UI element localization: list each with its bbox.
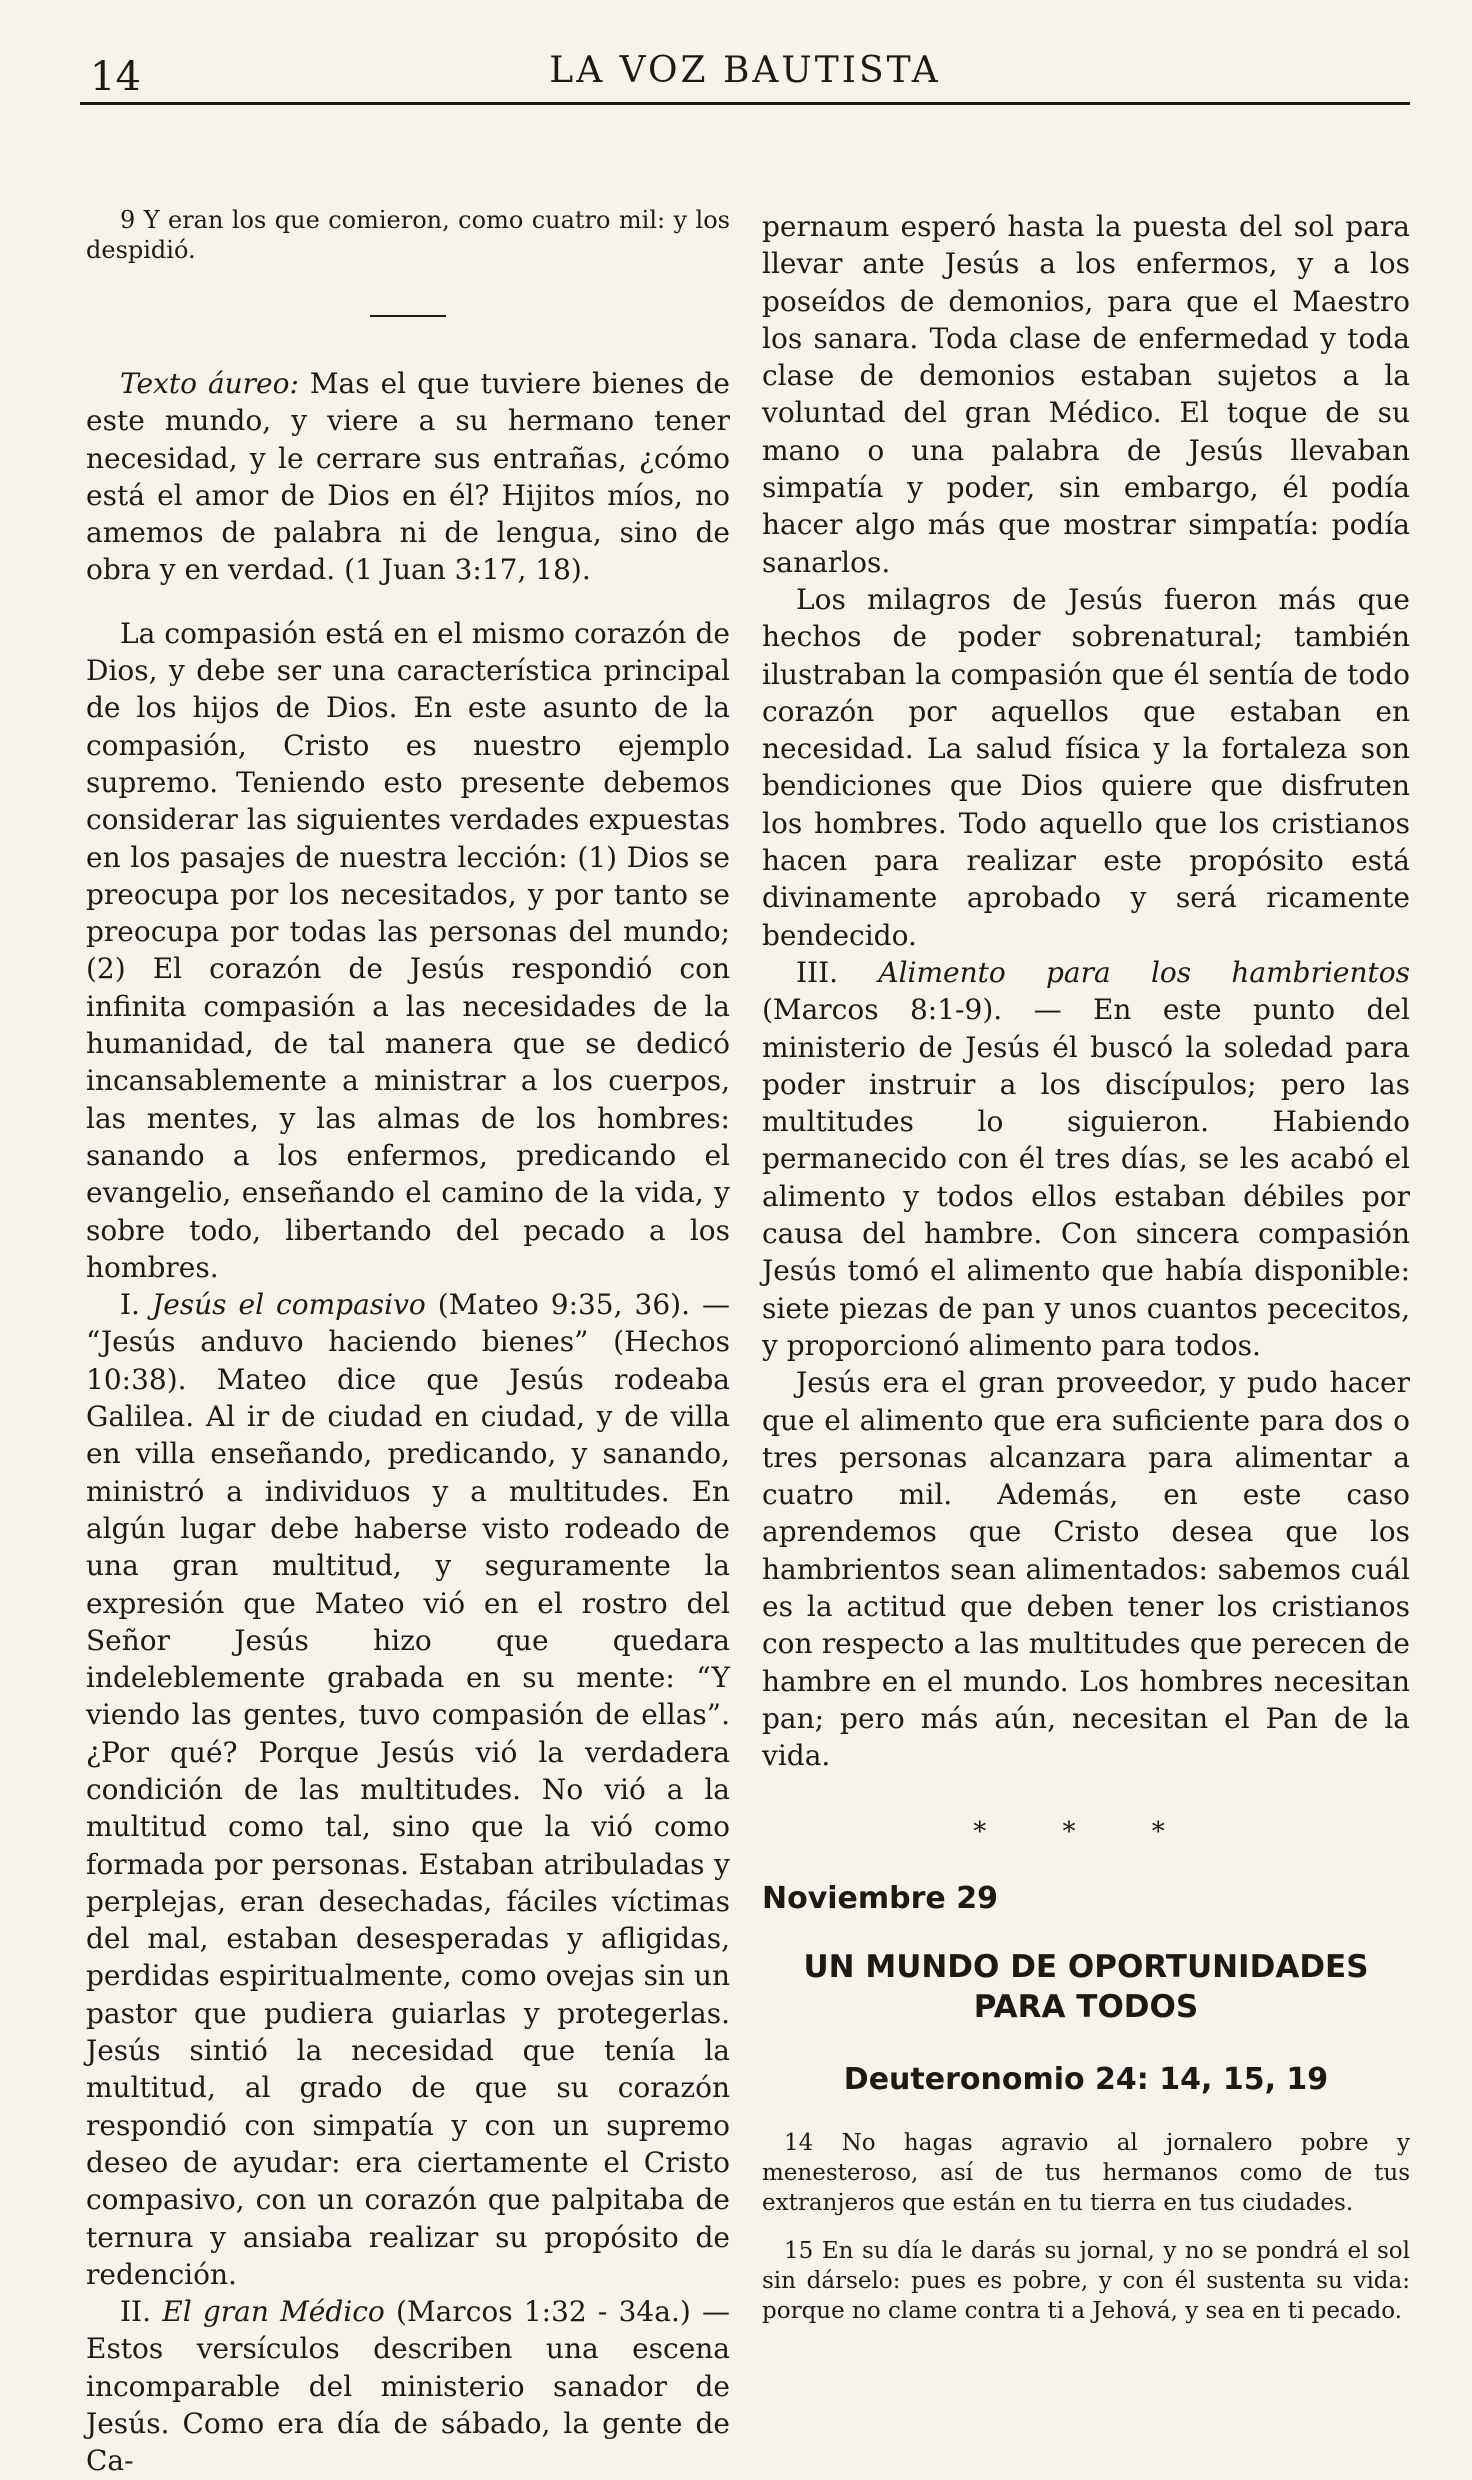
section-3-number: III. (796, 955, 879, 989)
section-1-text: (Mateo 9:35, 36). — “Jesús anduvo haciendo bienes” (Hechos 10:38). Mateo dice que Jesús rodeaba Galilea. Al ir de ciudad en ciudad, y de villa en villa enseñando, predicando, y sanando, ministró a individuos y a multitudes. En algún lugar debe haberse visto rodeado de una gran multitud, y seguramente la expresión que Mateo vió en el rostro del Señor Jesús hizo que quedara indeleblemente grabada en su mente: “Y viendo las gentes, tuvo compasión de ellas”. ¿Por qué? Porque Jesús vió la verdadera condición de las multitudes. No vió a la multitud como tal, sino que la vió como formada por personas. Estaban atribuladas y perplejas, eran desechadas, fáciles víctimas del mal, estaban desesperadas y afligidas, perdidas espiritualmente, como ovejas sin un pastor que pudiera guiarlas y protegerlas. Jesús sintió la necesidad que tenía la multitud, al grado de que su corazón respondió con simpatía y con un supremo deseo de ayudar: era ciertamente el Cristo compasivo, con un corazón que palpitaba de ternura y ansiaba realizar su propósito de redención. (86, 1288, 730, 2291)
page-number: 14 (90, 54, 141, 100)
lesson-title: UN MUNDO DE OPORTUNIDADES PARA TODOS (803, 1949, 1369, 2026)
verse-14: 14 No hagas agravio al jornalero pobre y menesteroso, así de tus hermanos como de tus extranjeros que están en tu tierra en tus ciudades. (762, 2130, 1410, 2217)
section-3-text: (Marcos 8:1-9). — En este punto del ministerio de Jesús él buscó la soledad para poder instruir a los discípulos; pero las multitudes lo siguieron. Habiendo permanecido con él tres días, se les acabó el alimento y todos ellos estaban débiles por causa del hambre. Con sincera compasión Jesús tomó el alimento que había disponible: siete piezas de pan y unos cuantos pececitos, y proporcionó alimento para todos. (762, 993, 1410, 1362)
section-2-title: El gran Médico (162, 2295, 385, 2329)
running-title: LA VOZ BAUTISTA (549, 50, 941, 91)
right-paragraph-4: Jesús era el gran proveedor, y pudo hacer que el alimento que era suficiente para dos o tres personas alcanzara para alimentar a cuatro mil. Además, en este caso aprendemos que Cristo desea que los hambrientos sean alimentados: sabemos cuál es la actitud que deben tener los cristianos con respecto a las multitudes que perecen de hambre en el mundo. Los hombres necesitan pan; pero más aún, necesitan el Pan de la vida. (762, 1366, 1410, 1773)
lesson-date: Noviembre 29 (762, 1880, 998, 1916)
scripture-reference: Deuteronomio 24: 14, 15, 19 (843, 2062, 1329, 2098)
right-paragraph-1: pernaum esperó hasta la puesta del sol para llevar ante Jesús a los enfermos, y a los poseídos de demonios, para que el Maestro los sanara. Toda clase de enfermedad y toda clase de demonios estaban sujetos a la voluntad del gran Médico. El toque de su mano o una palabra de Jesús llevaban simpatía y poder, sin embargo, él podía hacer algo más que mostrar simpatía: podía sanarlos. (762, 210, 1410, 579)
verse-15: 15 En su día le darás su jornal, y no se pondrá el sol sin dárselo: pues es pobre, y con él sustenta su vida: porque no clame contra ti a Jehová, y sea en ti pecado. (762, 2238, 1410, 2325)
section-3 (762, 954, 1410, 1364)
section-1 (86, 1286, 730, 2293)
golden-text-label: Texto áureo: (120, 367, 299, 400)
section-1-number: I. (120, 1288, 152, 1322)
section-2 (86, 2293, 730, 2479)
page-header (80, 44, 1410, 108)
golden-text (86, 365, 730, 589)
verse-9: 9 Y eran los que comieron, como cuatro mil: y los despidió. (86, 206, 730, 264)
right-paragraph-2: Los milagros de Jesús fueron más que hechos de poder sobrenatural; también ilustraban la compasión que él sentía de todo corazón por aquellos que estaban en necesidad. La salud física y la fortaleza son bendiciones que Dios quiere que disfruten los hombres. Todo aquello que los cristianos hacen para realizar este propósito está divinamente aprobado y será ricamente bendecido. (762, 582, 1410, 952)
header-rule (80, 102, 1410, 105)
section-1-title: Jesús el compasivo (151, 1288, 426, 1322)
right-column (762, 208, 1410, 2344)
section-2-number: II. (120, 2295, 163, 2329)
section-3-title: Alimento para los hambrientos (878, 955, 1410, 989)
left-column (86, 205, 730, 2480)
section-divider (370, 315, 446, 317)
section-stars: * * * (973, 1817, 1199, 1848)
golden-text-body: Mas el que tuviere bienes de este mundo, y viere a su hermano tener necesidad, y le cerrare sus entrañas, ¿cómo está el amor de Dios en él? Hijitos míos, no amemos de palabra ni de lengua, sino de obra y en verdad. (1 Juan 3:17, 18). (86, 367, 730, 587)
section-2-text: (Marcos 1:32 - 34a.) — Estos versículos describen una escena incomparable del ministerio sanador de Jesús. Como era día de sábado, la gente de Ca- (86, 2295, 730, 2478)
intro-paragraph: La compasión está en el mismo corazón de Dios, y debe ser una característica principal de los hijos de Dios. En este asunto de la compasión, Cristo es nuestro ejemplo supremo. Teniendo esto presente debemos considerar las siguientes verdades expuestas en los pasajes de nuestra lección: (1) Dios se preocupa por los necesitados, y por tanto se preocupa por todas las personas del mundo; (2) El corazón de Jesús respondió con infinita compasión a las necesidades de la humanidad, de tal manera que se dedicó incansablemente a ministrar a los cuerpos, las mentes, y las almas de los hombres: sanando a los enfermos, predicando el evangelio, enseñando el camino de la vida, y sobre todo, libertando del pecado a los hombres. (86, 616, 730, 1284)
